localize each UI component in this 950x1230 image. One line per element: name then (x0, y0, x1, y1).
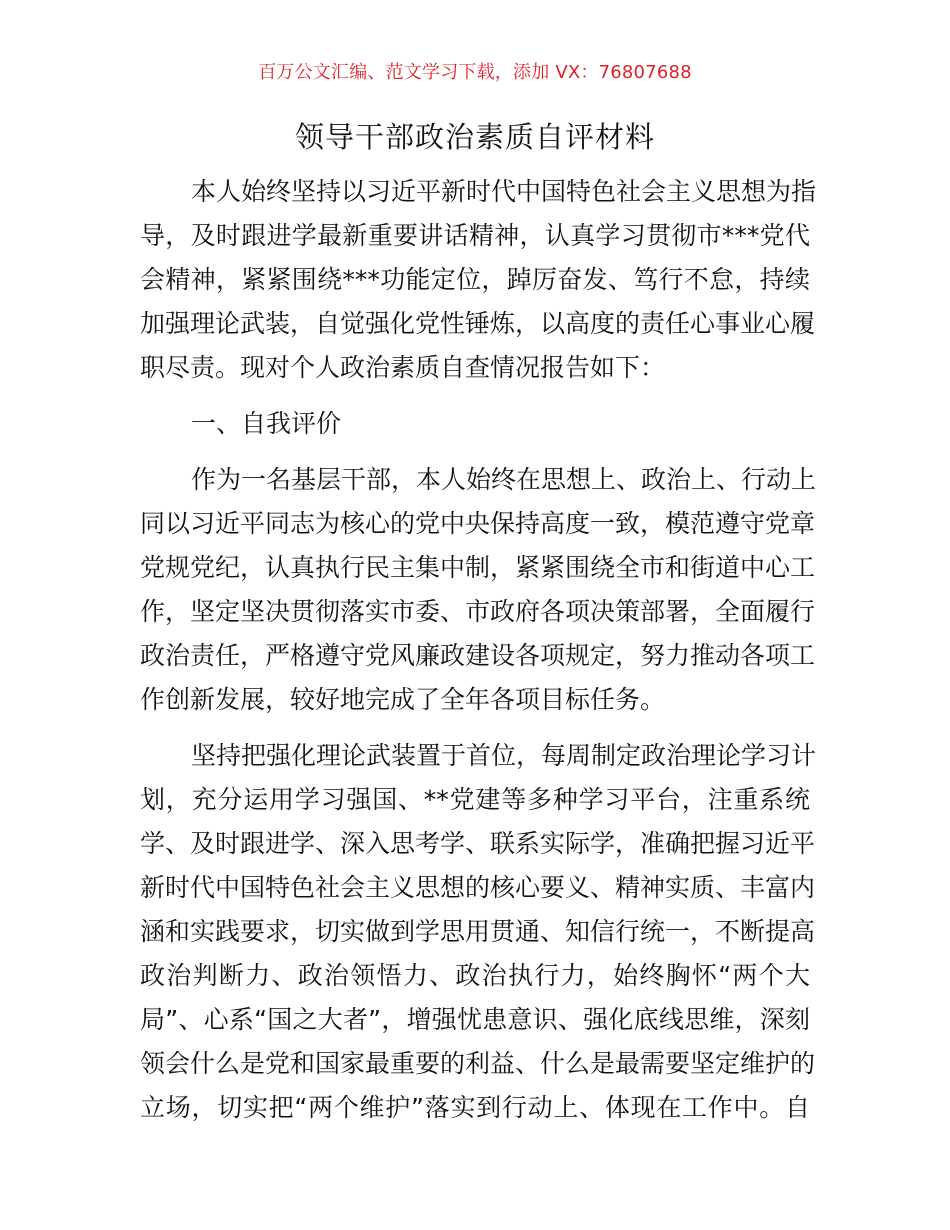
text-line: 政治判断力、政治领悟力、政治执行力，始终胸怀“两个大 (140, 961, 810, 990)
text-line: 局”、心系“国之大者”，增强忧患意识、强化底线思维，深刻 (140, 1005, 810, 1034)
text-line: 导，及时跟进学最新重要讲话精神，认真学习贯彻市***党代 (140, 221, 810, 250)
text-line: 会精神，紧紧围绕***功能定位，踔厉奋发、笃行不怠，持续 (140, 265, 810, 294)
text-line: 新时代中国特色社会主义思想的核心要义、精神实质、丰富内 (140, 873, 816, 902)
text-line: 作，坚定坚决贯彻落实市委、市政府各项决策部署，全面履行 (140, 597, 816, 626)
paragraph (140, 458, 817, 722)
section-heading (140, 402, 810, 446)
text-line: 划，充分运用学习强国、**党建等多种学习平台，注重系统 (140, 785, 810, 814)
text-line: 一、自我评价 (191, 409, 342, 438)
text-line: 加强理论武装，自觉强化党性锤炼，以高度的责任心事业心履 (140, 309, 816, 338)
text-line: 学、及时跟进学、深入思考学、联系实际学，准确把握习近平 (140, 829, 816, 858)
text-line: 领会什么是党和国家最重要的利益、什么是最需要坚定维护的 (140, 1049, 816, 1078)
text-line: 同以习近平同志为核心的党中央保持高度一致，模范遵守党章 (140, 509, 816, 538)
text-line: 作为一名基层干部，本人始终在思想上、政治上、行动上 (191, 465, 817, 494)
document-title: 领导干部政治素质自评材料 (294, 120, 655, 154)
document-body (140, 170, 817, 1142)
text-line: 作创新发展，较好地完成了全年各项目标任务。 (140, 685, 666, 714)
text-line: 职尽责。现对个人政治素质自查情况报告如下： (140, 353, 666, 382)
text-line: 涵和实践要求，切实做到学思用贯通、知信行统一，不断提高 (140, 917, 816, 946)
paragraph (140, 170, 817, 390)
text-line: 党规党纪，认真执行民主集中制，紧紧围绕全市和街道中心工 (140, 553, 816, 582)
paragraph (140, 734, 817, 1130)
text-line: 立场，切实把“两个维护”落实到行动上、体现在工作中。自 (140, 1093, 810, 1122)
watermark-header: 百万公文汇编、范文学习下载，添加 VX：76807688 (258, 62, 692, 83)
text-line: 坚持把强化理论武装置于首位，每周制定政治理论学习计 (191, 741, 817, 770)
text-line: 本人始终坚持以习近平新时代中国特色社会主义思想为指 (191, 177, 817, 206)
text-line: 政治责任，严格遵守党风廉政建设各项规定，努力推动各项工 (140, 641, 816, 670)
